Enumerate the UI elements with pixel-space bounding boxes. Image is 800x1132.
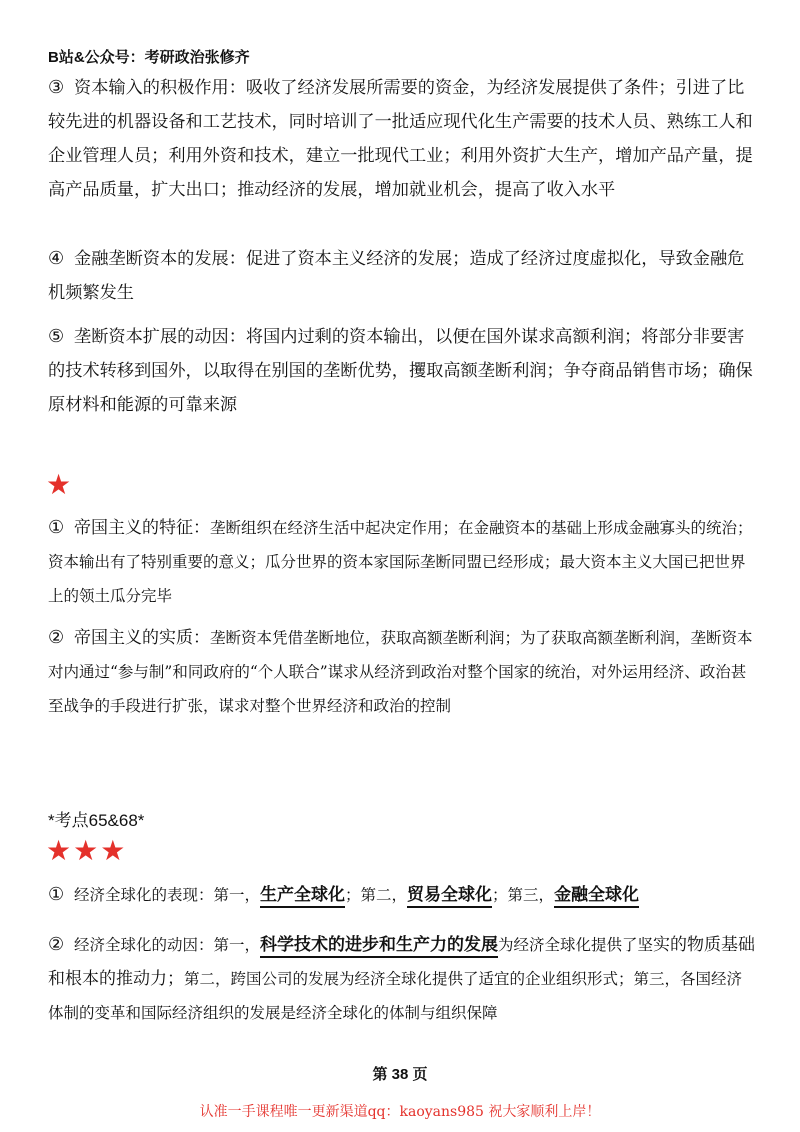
source-header: B站&公众号：考研政治张修齐 [48, 49, 250, 66]
item-text: 将国内过剩的资本输出，以便在国外谋求高额利润；将部分非要害的技术转移到国外，以取得在别国的垄断优势，攫取高额垄断利润；争夺商品销售市场；确保原材料和能源的可靠来源 [48, 327, 753, 415]
list-item [48, 320, 756, 422]
star-rating: ★ [46, 468, 74, 501]
item-text: 为经济全球化提供了坚 [498, 936, 654, 954]
item-text: 垄断组织在经济生活中起决定作用；在金融资本的基础上形成金融寡头的统治；资本输出有了特别重要的意义；瓜分世界的资本家国际垄断同盟已经形成；最大资本主义大国已把世界上的领土瓜分完毕 [48, 519, 753, 605]
item-text: 第一， [213, 886, 261, 904]
highlight-term: 科学技术的进步和生产力的发展 [260, 935, 498, 958]
item-number: ⑤ [48, 326, 65, 347]
item-text: 实的物质基础和根本的推动力； [48, 935, 756, 989]
list-item [48, 242, 756, 310]
list-item [48, 928, 756, 1030]
item-term: 经济全球化的动因： [74, 936, 214, 954]
item-term: 金融垄断资本的发展： [74, 249, 246, 269]
item-text: 促进了资本主义经济的发展；造成了经济过度虚拟化，导致金融危机频繁发生 [48, 249, 745, 303]
item-term: 资本输入的积极作用： [74, 78, 246, 98]
item-number: ④ [48, 248, 65, 269]
list-item [48, 71, 756, 207]
item-text: 垄断资本凭借垄断地位，获取高额垄断利润；为了获取高额垄断利润，垄断资本对内通过“参与制”和同政府的“个人联合”谋求从经济到政治对整个国家的统治，对外运用经济、政治甚至战争的手段进行扩张，谋求对整个世界经济和政治的控制 [48, 629, 753, 715]
item-text: 吸收了经济发展所需要的资金，为经济发展提供了条件；引进了比较先进的机器设备和工艺技术，同时培训了一批适应现代化生产需要的技术人员、熟练工人和企业管理人员；利用外资和技术，建立一批现代工业；利用外资扩大生产，增加产品产量，提高产品质量，扩大出口；推动经济的发展，增加就业机会，提高了收入水平 [48, 78, 753, 200]
list-item [48, 511, 756, 613]
item-term: 帝国主义的特征： [74, 518, 210, 538]
item-term: 帝国主义的实质： [74, 628, 210, 648]
item-number: ① [48, 517, 65, 538]
item-term: 经济全球化的表现： [74, 886, 214, 904]
star-rating: ★★★ [46, 834, 128, 867]
item-number: ② [48, 934, 65, 955]
highlight-term: 贸易全球化 [407, 885, 492, 908]
page-number: 第 38 页 [372, 1066, 428, 1083]
item-text: ；第三， [492, 886, 555, 904]
highlight-term: 生产全球化 [260, 885, 345, 908]
item-text: ；第二， [345, 886, 408, 904]
highlight-term: 金融全球化 [554, 885, 639, 908]
item-text: 第一， [213, 936, 261, 954]
item-number: ② [48, 627, 65, 648]
footer-notice: 认准一手课程唯一更新渠道qq：kaoyans985 祝大家顺利上岸！ [199, 1104, 601, 1120]
list-item [48, 621, 756, 723]
item-number: ③ [48, 77, 65, 98]
item-term: 垄断资本扩展的动因： [74, 327, 246, 347]
item-text: 第二，跨国公司的发展为经济全球化提供了适宜的企业组织形式；第三，各国经济体制的变革和国际经济组织的发展是经济全球化的体制与组织保障 [48, 970, 743, 1022]
item-number: ① [48, 884, 65, 905]
kaodian-label: *考点65&68* [48, 811, 145, 830]
list-item [48, 878, 756, 912]
